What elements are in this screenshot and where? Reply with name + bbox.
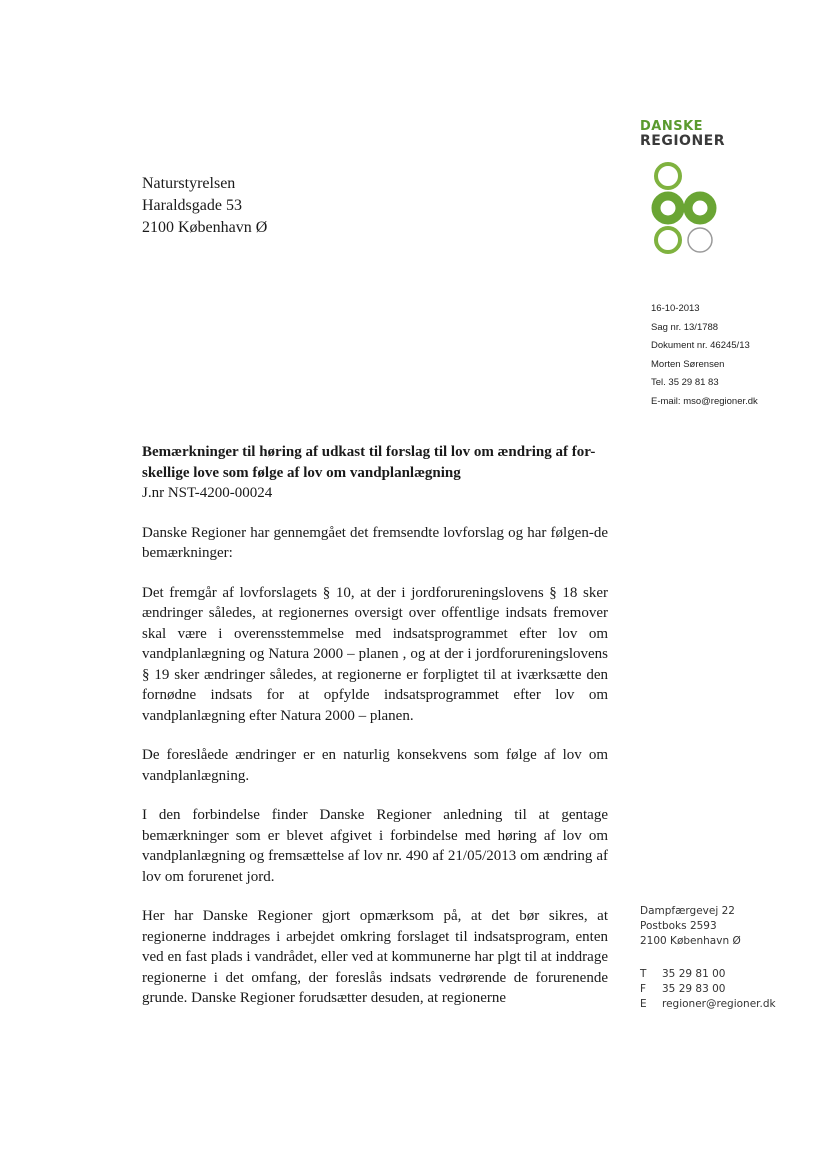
meta-email: E-mail: mso@regioner.dk xyxy=(651,395,758,407)
footer-city: 2100 København Ø xyxy=(640,935,741,947)
meta-case: Sag nr. 13/1788 xyxy=(651,321,719,333)
footer-fax: F 35 29 83 00 xyxy=(640,983,726,995)
meta-person: Morten Sørensen xyxy=(651,358,725,370)
footer-street: Dampfærgevej 22 xyxy=(640,905,735,917)
meta-phone: Tel. 35 29 81 83 xyxy=(651,377,719,388)
paragraph: Det fremgår af lovforslagets § 10, at der i jordforureningslovens § 18 sker ændringer således, at regionernes oversigt over offentlige indsats fremover skal være i overensstemmelse med indsatsprogrammet efter lov om vandplanlægning og Natura 2000 – planen , og at der i jordforureningslovens § 19 sker ændringer således, at regionerne er forpligtet til at iværksætte den fornødne indsats for at opfylde indsatsprogrammet efter lov om vandplanlægning efter Natura 2000 – planen. xyxy=(142,584,608,724)
paragraph: De foreslåede ændringer er en naturlig konsekvens som følge af lov om vandplanlægning. xyxy=(142,747,608,784)
paragraph: Danske Regioner har gennemgået det fremsendte lovforslag og har følgen-de bemærkninger: xyxy=(142,524,608,561)
recipient-address xyxy=(142,173,267,239)
footer-phone: T 35 29 81 00 xyxy=(640,968,726,980)
footer-box: Postboks 2593 xyxy=(640,920,717,932)
logo-line-1: DANSKE xyxy=(640,119,704,134)
subject-title: Bemærkninger til høring af udkast til forslag til lov om ændring af for-skellige love som følge af lov om vandplanlægning xyxy=(142,444,596,481)
logo-circles-icon xyxy=(646,160,726,256)
paragraph: I den forbindelse finder Danske Regioner anledning til at gentage bemærkninger som er blevet afgivet i forbindelse med høring af lov om vandplanlægning og fremsættelse af lov nr. 490 af 21/05/2013 om ændring af lov om forurenet jord. xyxy=(142,807,608,885)
letter-meta xyxy=(651,300,758,411)
recipient-name: Naturstyrelsen xyxy=(142,175,236,192)
footer-email: E regioner@regioner.dk xyxy=(640,998,776,1010)
sender-footer xyxy=(640,904,776,1012)
meta-document: Dokument nr. 46245/13 xyxy=(651,340,750,351)
recipient-city: 2100 København Ø xyxy=(142,219,268,236)
danske-regioner-logo xyxy=(640,120,730,256)
paragraph: Her har Danske Regioner gjort opmærksom på, at det bør sikres, at regionerne inddrages i arbejdet omkring forslaget til indsatsprogram, enten ved en fast plads i vandrådet, eller ved at kommunerne har plgt til at inddrage regionerne i det omfang, der foreslås indsats vedrørende de forurenende grunde. Danske Regioner forudsætter desuden, at regionerne xyxy=(142,908,608,1006)
recipient-street: Haraldsgade 53 xyxy=(142,197,242,214)
meta-date: 16-10-2013 xyxy=(651,303,700,314)
letter-body xyxy=(142,442,608,1028)
logo-line-2: REGIONER xyxy=(640,133,726,149)
subject-jnr: J.nr NST-4200-00024 xyxy=(142,485,273,501)
